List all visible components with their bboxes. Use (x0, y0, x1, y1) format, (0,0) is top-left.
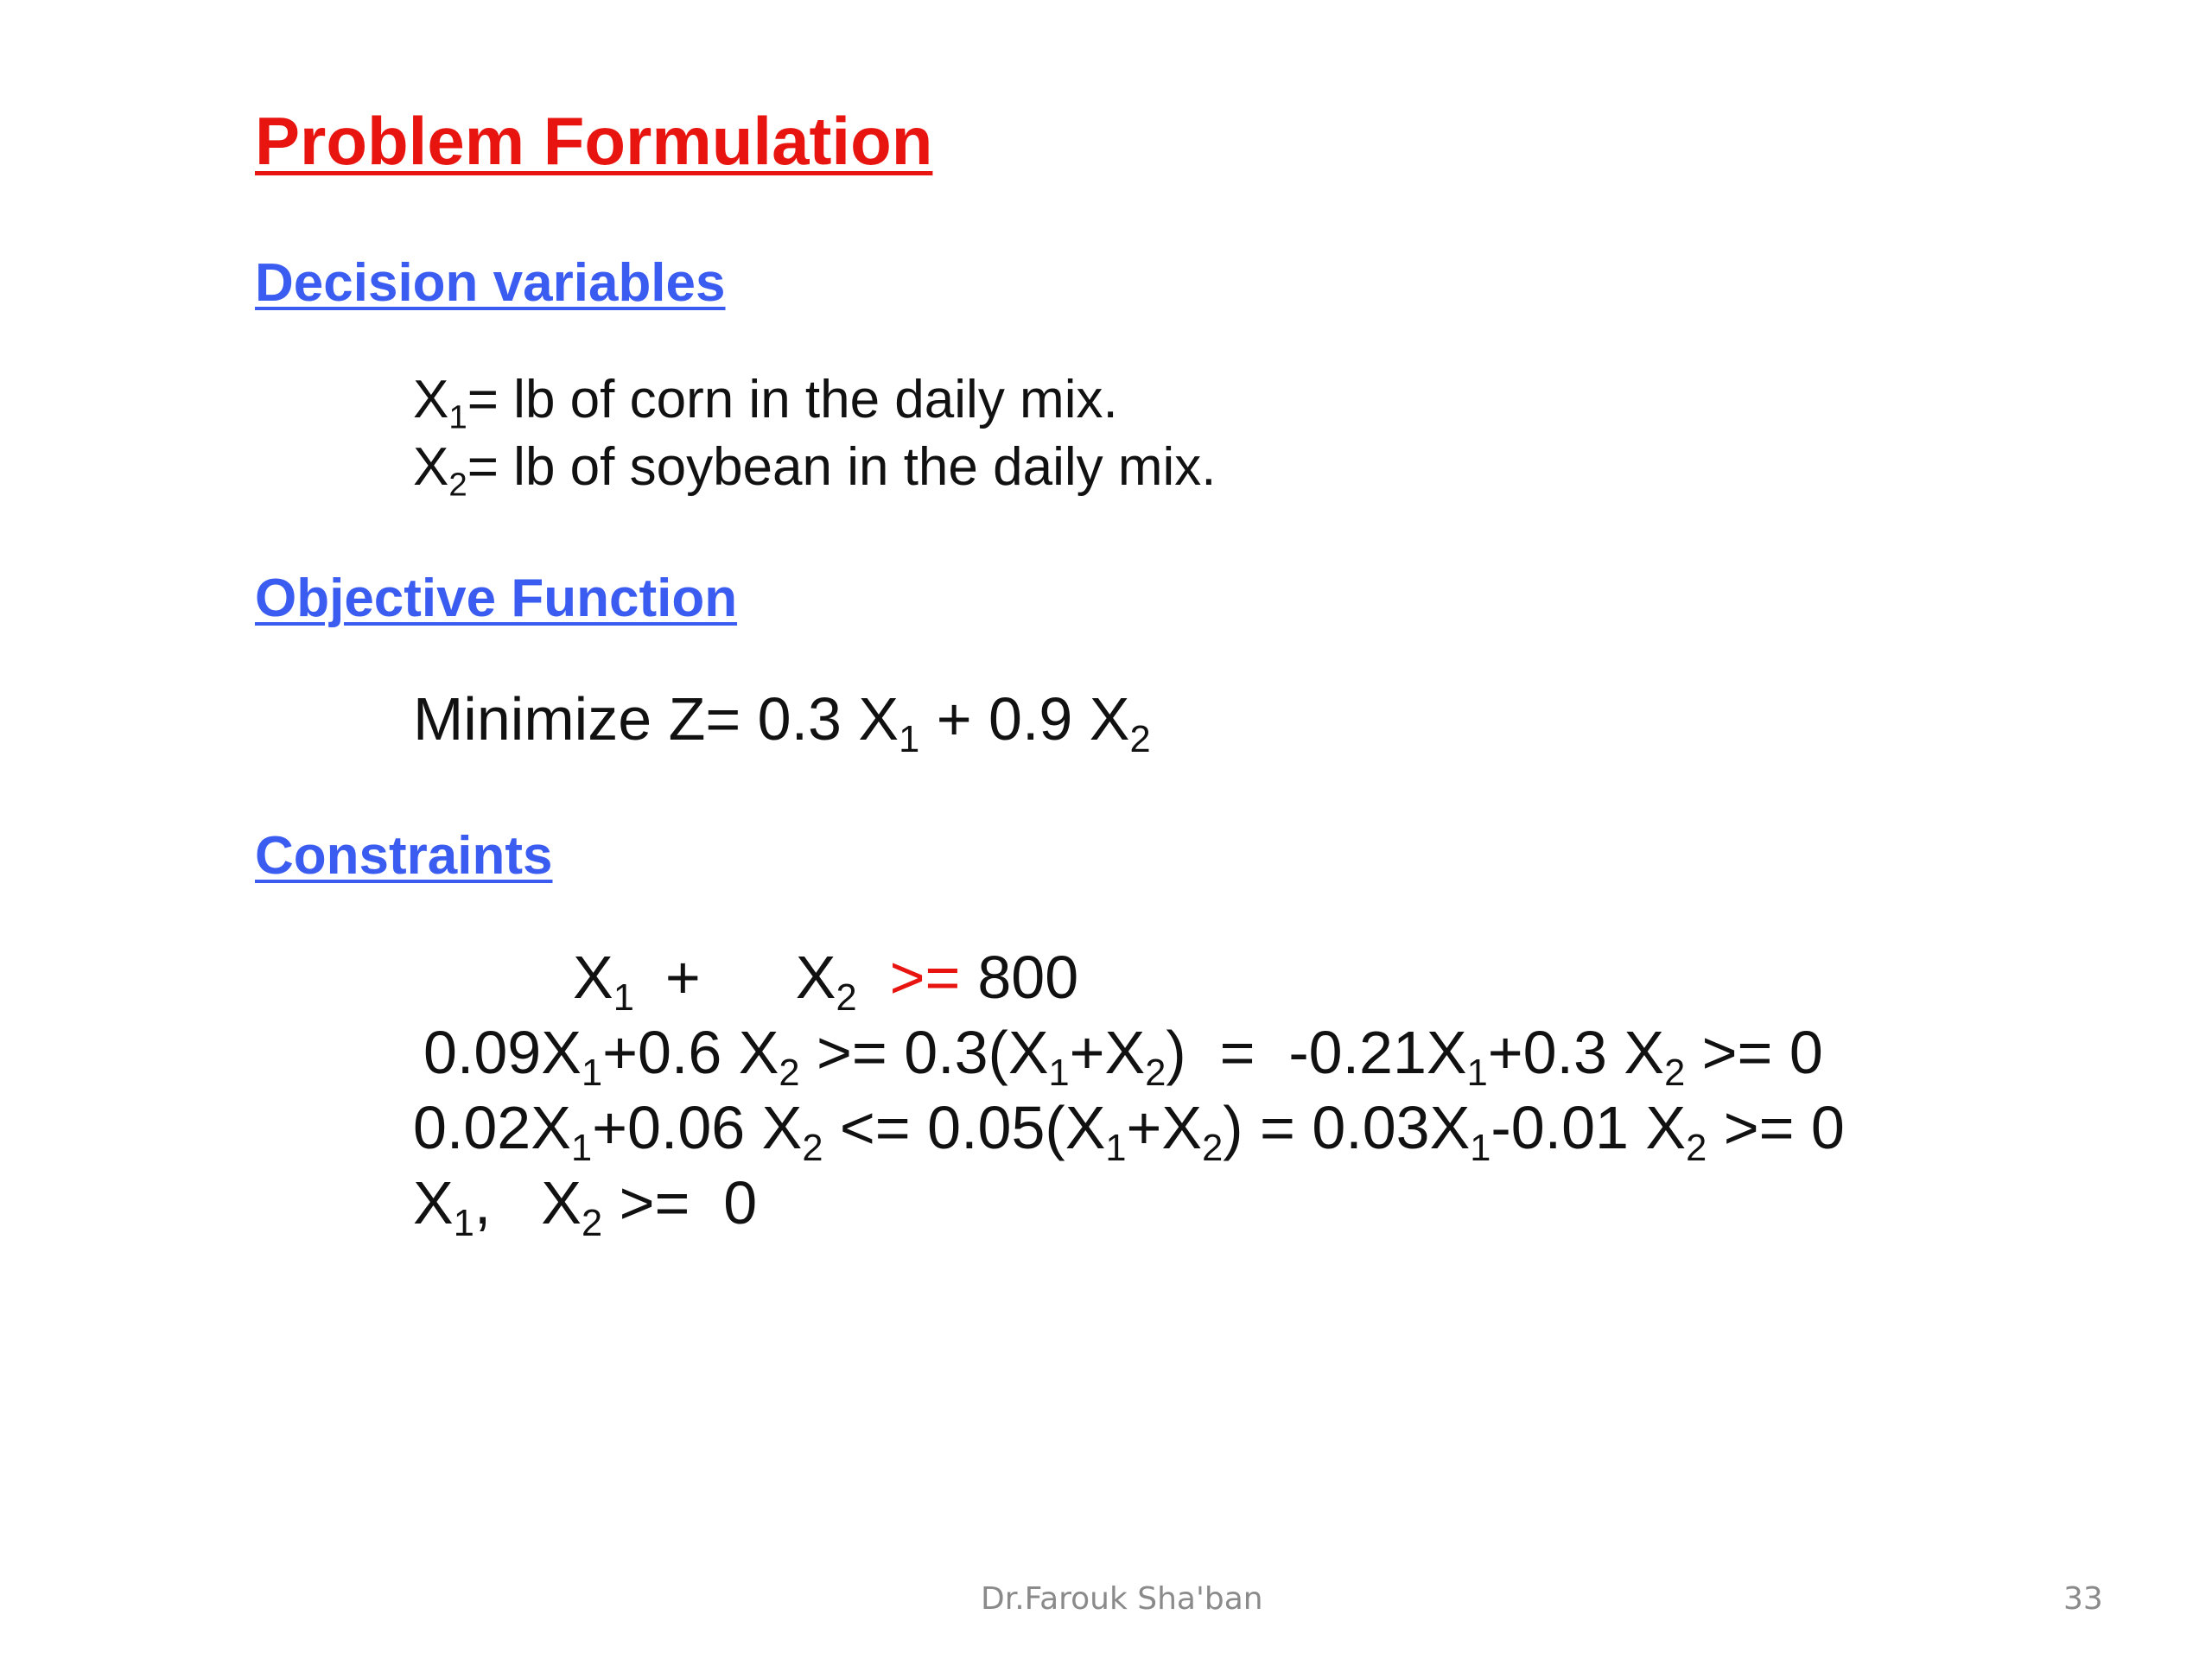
c4-sub: 1 (453, 1202, 474, 1244)
constraint-fiber (413, 1094, 1845, 1169)
objective-sub1: 1 (899, 718, 920, 760)
c1-s1: 1 (613, 976, 634, 1019)
c2-term: ) = -0.21X (1166, 1019, 1467, 1086)
c2-term: >= 0.3(X (799, 1019, 1049, 1086)
var-subscript: 2 (448, 466, 467, 504)
c3-term: -0.01 X (1491, 1094, 1687, 1161)
constraint-protein (423, 1019, 1823, 1094)
c2-sub: 2 (1664, 1052, 1686, 1094)
var-symbol: X (413, 437, 449, 497)
c1-x2: X (795, 944, 836, 1011)
c2-sub: 1 (581, 1052, 603, 1094)
c1-x1: X (573, 944, 613, 1011)
footer-author: Dr.Farouk Sha'ban (981, 1581, 1263, 1617)
objective-middle: + 0.9 X (919, 685, 1130, 753)
c2-term: +0.6 X (602, 1019, 779, 1086)
c3-sub: 1 (1470, 1127, 1491, 1169)
c1-s2: 2 (836, 976, 857, 1019)
constraints-heading: Constraints (255, 826, 553, 886)
objective-function-heading: Objective Function (255, 569, 738, 628)
objective-sub2: 2 (1129, 718, 1151, 760)
page-number: 33 (2063, 1581, 2103, 1617)
c3-term: +X (1126, 1094, 1203, 1161)
c3-term: +0.06 X (592, 1094, 803, 1161)
c2-sub: 2 (1145, 1052, 1166, 1094)
decision-variable-x2 (413, 437, 1217, 504)
c4-term: X (541, 1169, 582, 1236)
c4-sub: 2 (582, 1202, 603, 1244)
c2-term: +X (1069, 1019, 1146, 1086)
c2-term: +0.3 X (1487, 1019, 1665, 1086)
c2-sub: 1 (1048, 1052, 1070, 1094)
c3-sub: 1 (1105, 1127, 1127, 1169)
var-symbol: X (413, 370, 449, 429)
c2-sub: 2 (779, 1052, 800, 1094)
constraint-total (413, 944, 1079, 1019)
c3-term: >= 0 (1707, 1094, 1845, 1161)
decision-variable-x1 (413, 370, 1118, 436)
c3-sub: 2 (1202, 1127, 1224, 1169)
c4-term: X (413, 1169, 454, 1236)
c3-term: ) = 0.03X (1223, 1094, 1471, 1161)
decision-variables-heading: Decision variables (255, 253, 726, 313)
objective-equation (413, 685, 1151, 760)
c4-term: >= 0 (602, 1169, 758, 1236)
c1-plus: + (664, 944, 701, 1011)
c3-sub: 1 (570, 1127, 593, 1169)
var-subscript: 1 (448, 398, 467, 436)
slide-title: Problem Formulation (255, 103, 933, 179)
c2-term: 0.09X (423, 1019, 582, 1086)
c2-term: >= 0 (1685, 1019, 1823, 1086)
c4-term: , (474, 1169, 492, 1236)
constraint-nonnegativity (413, 1169, 758, 1244)
var-definition: = lb of soybean in the daily mix. (467, 437, 1217, 497)
c2-sub: 1 (1466, 1052, 1488, 1094)
c3-sub: 2 (1686, 1127, 1707, 1169)
c1-operator: >= (889, 944, 961, 1011)
c3-term: <= 0.05(X (823, 1094, 1106, 1161)
c3-sub: 2 (802, 1127, 823, 1169)
c3-term: 0.02X (413, 1094, 571, 1161)
var-definition: = lb of corn in the daily mix. (467, 370, 1118, 429)
c1-rhs: 800 (977, 944, 1079, 1011)
objective-prefix: Minimize Z= 0.3 X (413, 685, 899, 753)
